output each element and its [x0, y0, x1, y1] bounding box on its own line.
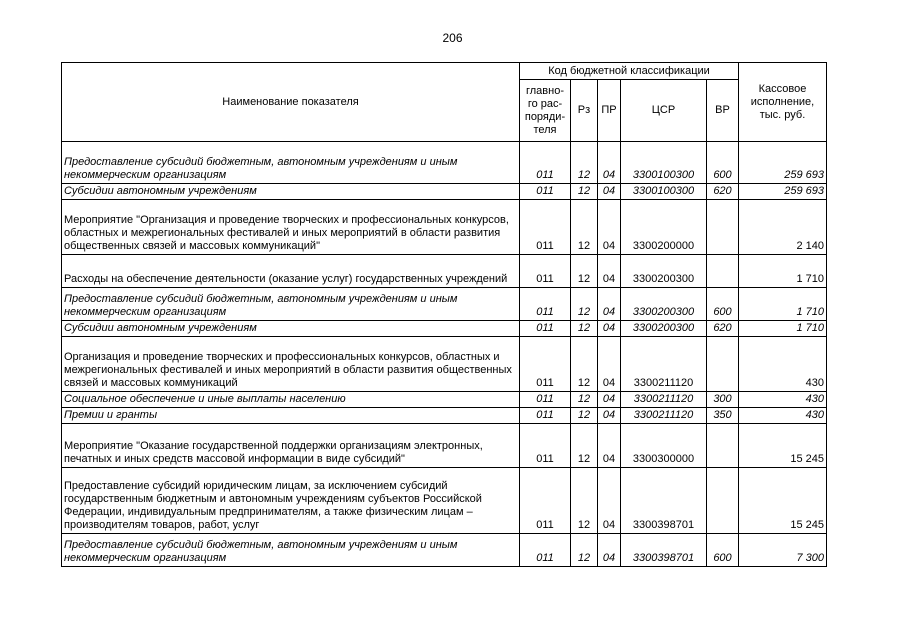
- main-manager-cell: 011: [520, 200, 571, 255]
- table-row: [62, 321, 827, 337]
- rz-cell: 12: [571, 288, 598, 321]
- rz-cell: 12: [571, 337, 598, 392]
- amount-cell: 7 300: [739, 534, 827, 567]
- main-manager-cell: 011: [520, 408, 571, 424]
- main-manager-cell: 011: [520, 288, 571, 321]
- main-manager-cell: 011: [520, 321, 571, 337]
- header-indicator-name: Наименование показателя: [62, 63, 520, 142]
- pr-cell: 04: [598, 321, 621, 337]
- rz-cell: 12: [571, 200, 598, 255]
- table-row: [62, 424, 827, 468]
- csr-cell: 3300200300: [621, 288, 707, 321]
- rz-cell: 12: [571, 468, 598, 534]
- csr-cell: 3300100300: [621, 184, 707, 200]
- pr-cell: 04: [598, 337, 621, 392]
- indicator-name-cell: Субсидии автономным учреждениям: [62, 321, 520, 337]
- vr-cell: [707, 424, 739, 468]
- indicator-name-cell: Субсидии автономным учреждениям: [62, 184, 520, 200]
- main-manager-cell: 011: [520, 392, 571, 408]
- vr-cell: 600: [707, 142, 739, 184]
- csr-cell: 3300211120: [621, 392, 707, 408]
- rz-cell: 12: [571, 255, 598, 288]
- vr-cell: 350: [707, 408, 739, 424]
- amount-cell: 430: [739, 408, 827, 424]
- indicator-name-cell: Мероприятие "Оказание государственной поддержки организациям электронных, печатных и иных средств массовой информации в виде субсидий": [62, 424, 520, 468]
- amount-cell: 2 140: [739, 200, 827, 255]
- main-manager-cell: 011: [520, 534, 571, 567]
- indicator-name-cell: Мероприятие "Организация и проведение творческих и профессиональных конкурсов, областных и межрегиональных фестивалей и иных мероприятий в области развития общественных связей и массовых коммуникаций": [62, 200, 520, 255]
- table-row: [62, 408, 827, 424]
- header-pr: ПР: [598, 80, 621, 142]
- rz-cell: 12: [571, 392, 598, 408]
- amount-cell: 15 245: [739, 468, 827, 534]
- main-manager-cell: 011: [520, 184, 571, 200]
- table-row: [62, 184, 827, 200]
- pr-cell: 04: [598, 534, 621, 567]
- table-row: [62, 255, 827, 288]
- vr-cell: [707, 255, 739, 288]
- pr-cell: 04: [598, 408, 621, 424]
- csr-cell: 3300211120: [621, 408, 707, 424]
- indicator-name-cell: Предоставление субсидий юридическим лицам, за исключением субсидий государственным бюджетным и автономным учреждениям субъектов Российской Федерации, индивидуальным предпринимателям, а также физическим лицам – производителям товаров, работ, услуг: [62, 468, 520, 534]
- budget-table: [61, 62, 827, 567]
- table-row: [62, 468, 827, 534]
- indicator-name-cell: Расходы на обеспечение деятельности (оказание услуг) государственных учреждений: [62, 255, 520, 288]
- indicator-name-cell: Предоставление субсидий бюджетным, автономным учреждениям и иным некоммерческим организациям: [62, 142, 520, 184]
- csr-cell: 3300398701: [621, 534, 707, 567]
- vr-cell: 620: [707, 184, 739, 200]
- main-manager-cell: 011: [520, 142, 571, 184]
- table-body: [62, 142, 827, 567]
- table-row: [62, 288, 827, 321]
- pr-cell: 04: [598, 142, 621, 184]
- amount-cell: 1 710: [739, 255, 827, 288]
- pr-cell: 04: [598, 424, 621, 468]
- indicator-name-cell: Премии и гранты: [62, 408, 520, 424]
- main-manager-cell: 011: [520, 255, 571, 288]
- table-row: [62, 142, 827, 184]
- vr-cell: [707, 200, 739, 255]
- vr-cell: 600: [707, 288, 739, 321]
- amount-cell: 430: [739, 392, 827, 408]
- table-row: [62, 392, 827, 408]
- amount-cell: 430: [739, 337, 827, 392]
- pr-cell: 04: [598, 468, 621, 534]
- amount-cell: 259 693: [739, 184, 827, 200]
- pr-cell: 04: [598, 184, 621, 200]
- vr-cell: [707, 337, 739, 392]
- csr-cell: 3300200300: [621, 255, 707, 288]
- csr-cell: 3300211120: [621, 337, 707, 392]
- amount-cell: 259 693: [739, 142, 827, 184]
- table-row: [62, 200, 827, 255]
- vr-cell: [707, 468, 739, 534]
- pr-cell: 04: [598, 288, 621, 321]
- header-vr: ВР: [707, 80, 739, 142]
- amount-cell: 1 710: [739, 288, 827, 321]
- rz-cell: 12: [571, 534, 598, 567]
- csr-cell: 3300200000: [621, 200, 707, 255]
- pr-cell: 04: [598, 392, 621, 408]
- main-manager-cell: 011: [520, 337, 571, 392]
- pr-cell: 04: [598, 200, 621, 255]
- csr-cell: 3300398701: [621, 468, 707, 534]
- csr-cell: 3300300000: [621, 424, 707, 468]
- header-budget-code: Код бюджетной классификации: [520, 63, 739, 80]
- vr-cell: 600: [707, 534, 739, 567]
- amount-cell: 15 245: [739, 424, 827, 468]
- rz-cell: 12: [571, 408, 598, 424]
- pr-cell: 04: [598, 255, 621, 288]
- page-number: 206: [442, 31, 463, 45]
- rz-cell: 12: [571, 142, 598, 184]
- indicator-name-cell: Организация и проведение творческих и профессиональных конкурсов, областных и межрегиональных фестивалей и иных мероприятий в области развития общественных связей и массовых коммуникаций: [62, 337, 520, 392]
- rz-cell: 12: [571, 424, 598, 468]
- header-row-top: [62, 63, 827, 80]
- rz-cell: 12: [571, 321, 598, 337]
- header-rz: Рз: [571, 80, 598, 142]
- main-manager-cell: 011: [520, 468, 571, 534]
- table-row: [62, 534, 827, 567]
- vr-cell: 620: [707, 321, 739, 337]
- header-csr: ЦСР: [621, 80, 707, 142]
- vr-cell: 300: [707, 392, 739, 408]
- header-main-manager: главно- го рас- поряди- теля: [520, 80, 571, 142]
- main-manager-cell: 011: [520, 424, 571, 468]
- csr-cell: 3300200300: [621, 321, 707, 337]
- table-row: [62, 337, 827, 392]
- indicator-name-cell: Социальное обеспечение и иные выплаты населению: [62, 392, 520, 408]
- amount-cell: 1 710: [739, 321, 827, 337]
- indicator-name-cell: Предоставление субсидий бюджетным, автономным учреждениям и иным некоммерческим организациям: [62, 534, 520, 567]
- indicator-name-cell: Предоставление субсидий бюджетным, автономным учреждениям и иным некоммерческим организациям: [62, 288, 520, 321]
- csr-cell: 3300100300: [621, 142, 707, 184]
- rz-cell: 12: [571, 184, 598, 200]
- header-cash-execution: Кассовое исполнение, тыс. руб.: [739, 63, 827, 142]
